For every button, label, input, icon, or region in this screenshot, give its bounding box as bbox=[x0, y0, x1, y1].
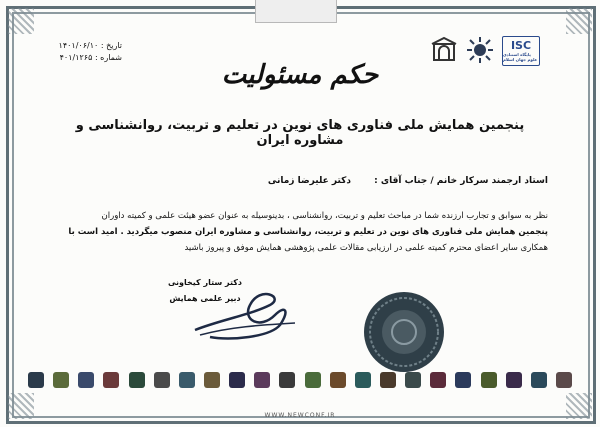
sponsor-logo bbox=[405, 372, 421, 388]
isc-logo-subtext: پایگاه استنادی علوم جهان اسلام bbox=[503, 52, 538, 62]
certificate-title: حکم مسئولیت bbox=[221, 60, 379, 90]
sponsor-logo bbox=[305, 372, 321, 388]
official-seal bbox=[362, 290, 446, 374]
sponsor-logo bbox=[279, 372, 295, 388]
sponsor-logo bbox=[229, 372, 245, 388]
handwritten-signature bbox=[190, 275, 300, 345]
number-value: ۴۰۱/۱۲۶۵ bbox=[59, 53, 93, 62]
sponsor-logo bbox=[355, 372, 371, 388]
sponsor-logo bbox=[556, 372, 572, 388]
body-line: همکاری سایر اعضای محترم کمیته علمی در ارزیابی مقالات علمی پژوهشی همایش موفق و پیروز باشید bbox=[184, 243, 548, 253]
date-label: تاریخ : bbox=[100, 41, 122, 50]
sponsor-logo bbox=[129, 372, 145, 388]
sponsor-logo bbox=[481, 372, 497, 388]
sponsor-logo bbox=[254, 372, 270, 388]
sponsor-logo bbox=[455, 372, 471, 388]
sponsor-logo bbox=[380, 372, 396, 388]
sponsor-logo bbox=[430, 372, 446, 388]
signer-role: دبیر علمی همایش bbox=[169, 294, 241, 303]
sponsor-logo bbox=[53, 372, 69, 388]
body-line: پنجمین همایش ملی فناوری های نوین در تعلیم و تربیت، روانشناسی و مشاوره ایران منصوب میگردید . امید است با bbox=[68, 227, 548, 237]
sponsor-logo bbox=[506, 372, 522, 388]
sponsor-logo bbox=[78, 372, 94, 388]
top-emblem bbox=[255, 0, 337, 23]
sponsor-logo bbox=[28, 372, 44, 388]
sponsor-logo bbox=[531, 372, 547, 388]
sponsor-logo bbox=[154, 372, 170, 388]
isc-logo-text: ISC bbox=[510, 39, 532, 52]
date-row bbox=[30, 40, 122, 52]
sponsor-logo bbox=[103, 372, 119, 388]
recipient-name: دکتر علیرضا زمانی bbox=[267, 176, 352, 186]
number-label: شماره : bbox=[94, 53, 122, 62]
corner-ornament bbox=[566, 8, 592, 34]
recipient-line bbox=[188, 176, 548, 186]
sponsor-logo bbox=[330, 372, 346, 388]
corner-ornament bbox=[8, 8, 34, 34]
certificate-body bbox=[48, 208, 548, 256]
sponsor-logo bbox=[204, 372, 220, 388]
footer-url: WWW.NEWCONF.IR bbox=[264, 412, 336, 419]
signer-name: دکتر ستار کیخاونی bbox=[167, 278, 243, 287]
recipient-salutation: استاد ارجمند سرکار خانم / جناب آقای : bbox=[374, 176, 548, 186]
conference-title: پنجمین همایش ملی فناوری های نوین در تعلیم و تربیت، روانشناسی و مشاوره ایران bbox=[75, 118, 525, 148]
body-line: نظر به سوابق و تجارب ارزنده شما در مباحث تعلیم و تربیت، روانشناسی ، بدینوسیله به عنوان عضو هیئت علمی و کمیته داوران bbox=[101, 211, 548, 221]
date-value: ۱۴۰۱/۰۶/۱۰ bbox=[58, 41, 99, 50]
sponsor-logos-row bbox=[28, 372, 572, 392]
sponsor-logo bbox=[179, 372, 195, 388]
